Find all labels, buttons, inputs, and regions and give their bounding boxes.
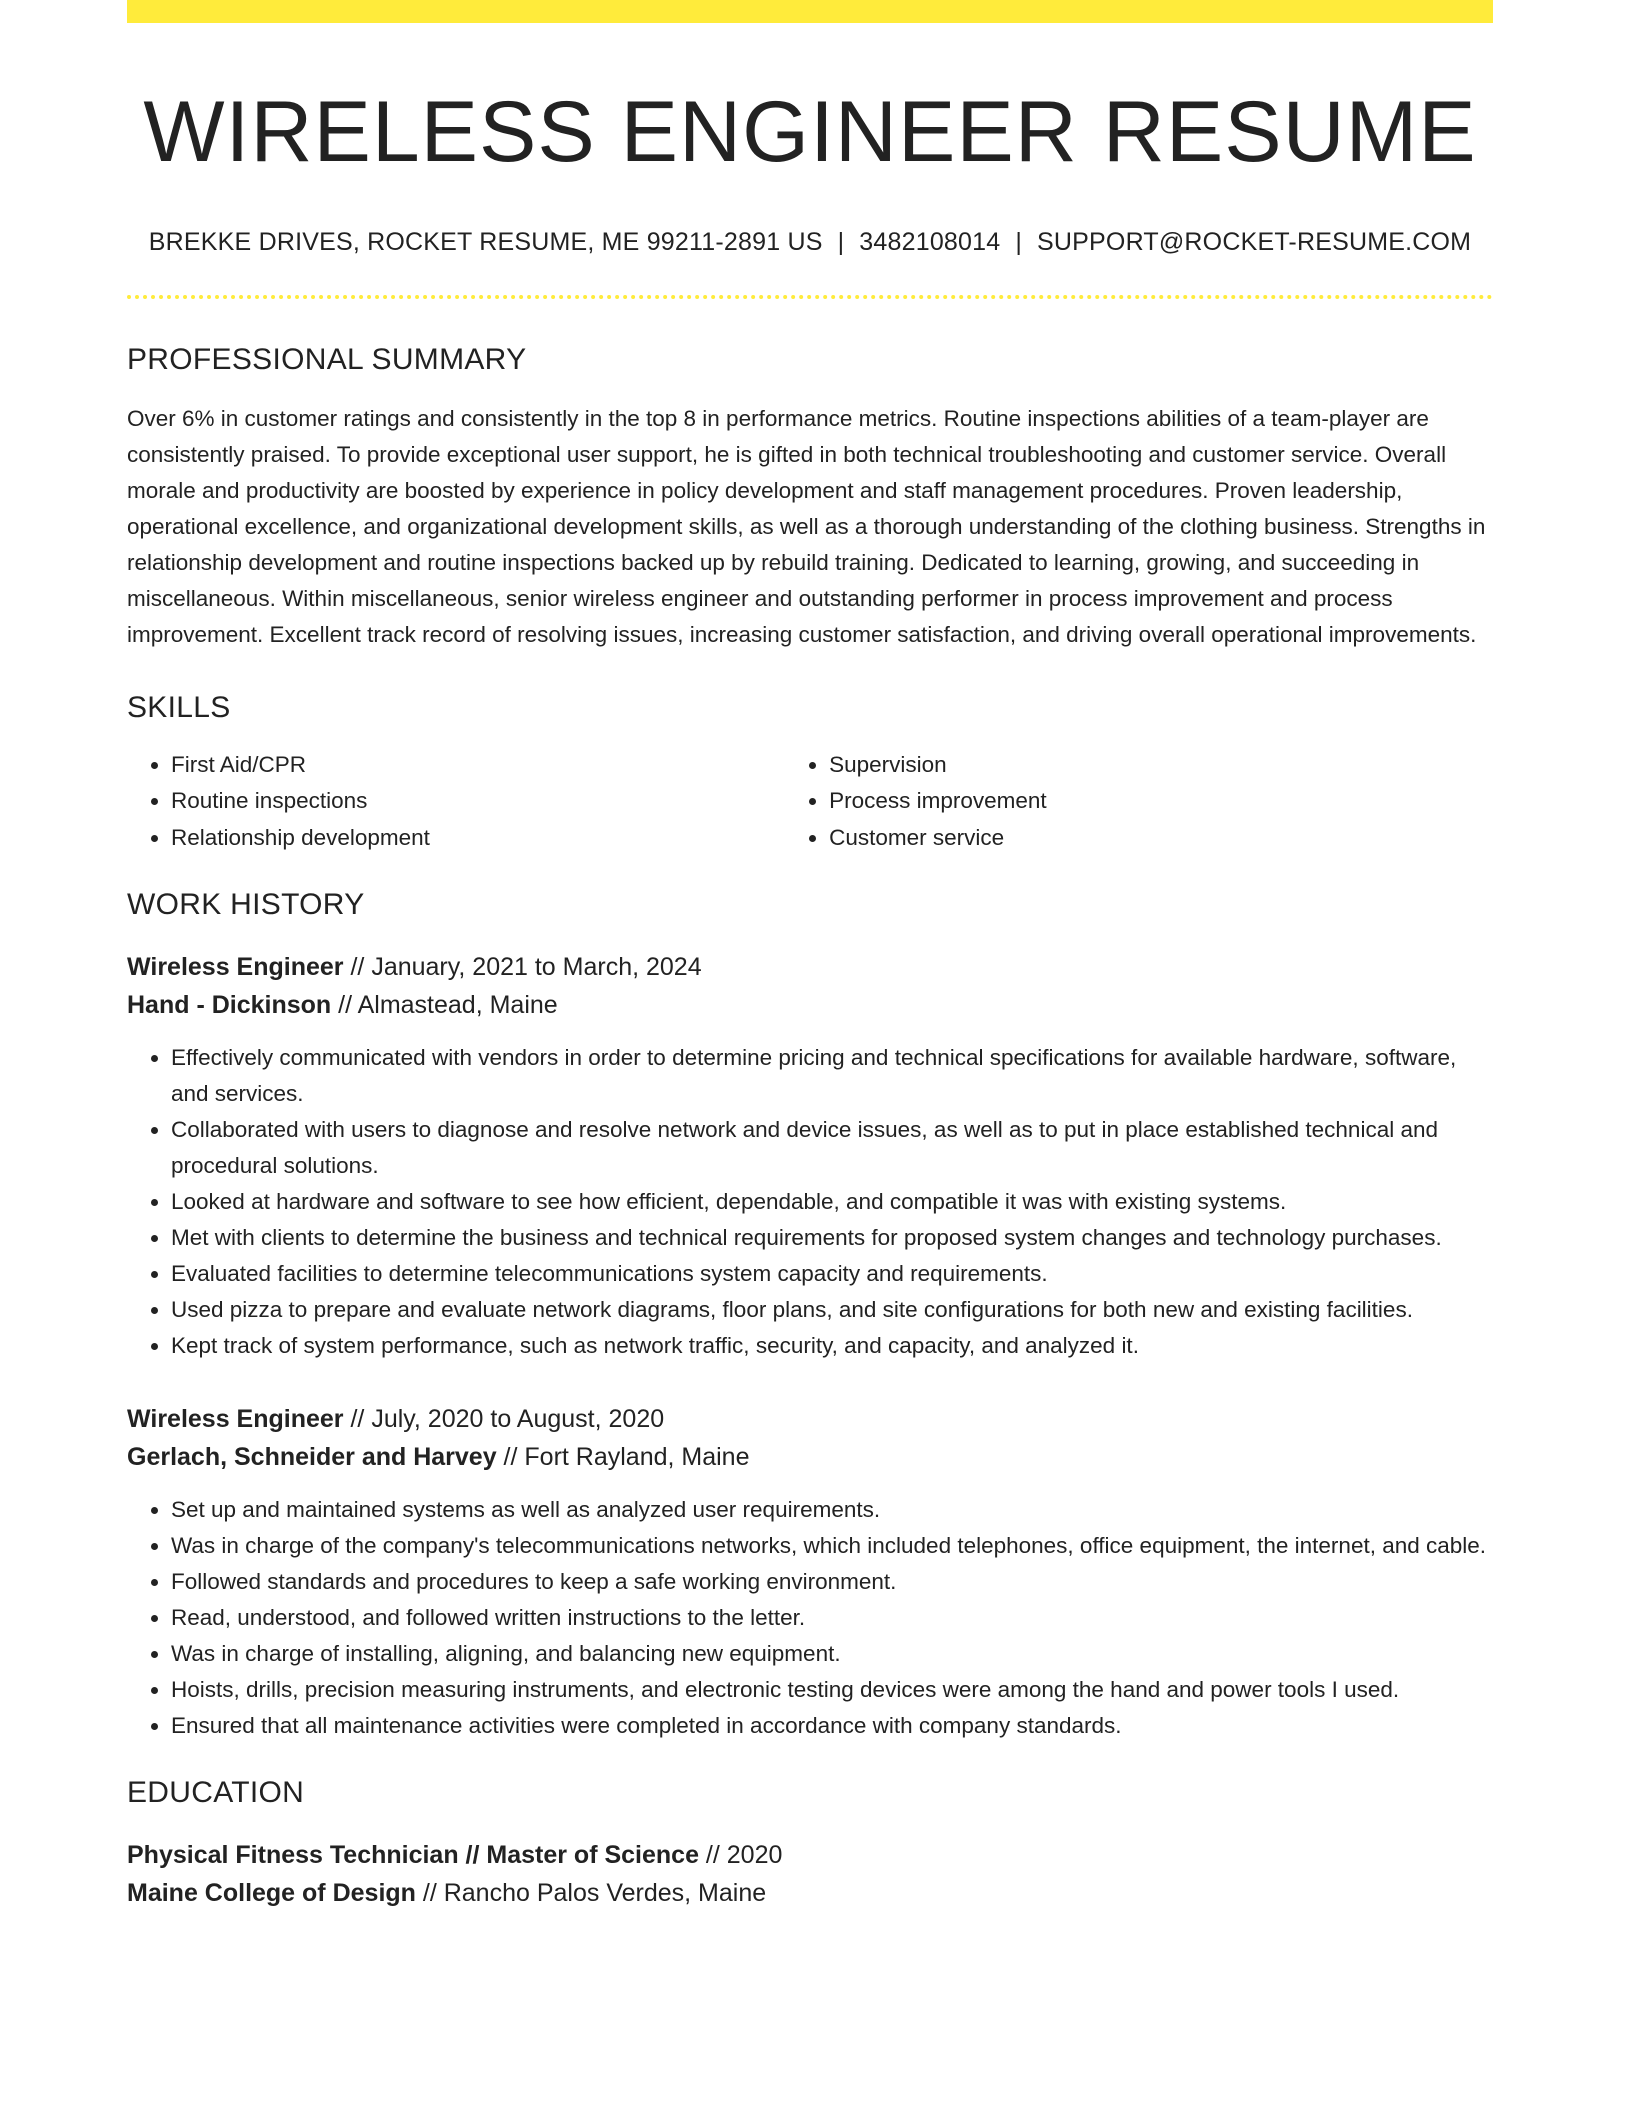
- accent-top-bar: [127, 0, 1493, 23]
- duty-item: • Evaluated facilities to determine telecommunications system capacity and requirements.: [171, 1256, 1493, 1292]
- degree: Physical Fitness Technician // Master of Science: [127, 1841, 699, 1870]
- education-entry: [127, 1836, 1493, 1912]
- section-heading-education: EDUCATION: [127, 1776, 305, 1810]
- job-title: Wireless Engineer: [127, 1405, 344, 1434]
- job-title: Wireless Engineer: [127, 953, 344, 982]
- skills-column-right: [785, 747, 1493, 857]
- job-company-line: [127, 986, 1493, 1024]
- section-heading-summary: PROFESSIONAL SUMMARY: [127, 342, 527, 376]
- email-address: SUPPORT@ROCKET-RESUME.COM: [1037, 227, 1472, 256]
- school-location: // Rancho Palos Verdes, Maine: [415, 1879, 767, 1908]
- skills-column-left: [127, 747, 785, 857]
- job-title-line: [127, 948, 1493, 986]
- job-company: Hand - Dickinson: [127, 991, 332, 1020]
- phone-number: 3482108014: [859, 227, 1001, 256]
- resume-page: [127, 0, 1493, 1912]
- job-location: // Fort Rayland, Maine: [496, 1443, 750, 1472]
- duty-item: • Met with clients to determine the business and technical requirements for proposed system changes and technology purchases.: [171, 1220, 1493, 1256]
- dotted-divider: [127, 295, 1493, 299]
- contact-separator: |: [837, 227, 845, 256]
- job-company-line: [127, 1438, 1493, 1476]
- duty-item: • Followed standards and procedures to keep a safe working environment.: [171, 1564, 1493, 1600]
- skill-item: • Customer service: [829, 820, 1493, 857]
- graduation-year: // 2020: [698, 1841, 783, 1870]
- resume-title: WIRELESS ENGINEER RESUME: [143, 84, 1477, 180]
- contact-separator: |: [1015, 227, 1023, 256]
- school-name: Maine College of Design: [127, 1879, 416, 1908]
- duty-item: • Was in charge of installing, aligning, and balancing new equipment.: [171, 1636, 1493, 1672]
- skill-item: • Process improvement: [829, 783, 1493, 820]
- duty-item: • Ensured that all maintenance activities were completed in accordance with company standards.: [171, 1708, 1493, 1744]
- skill-item: • First Aid/CPR: [171, 747, 785, 784]
- job-company: Gerlach, Schneider and Harvey: [127, 1443, 497, 1472]
- duty-item: • Read, understood, and followed written instructions to the letter.: [171, 1600, 1493, 1636]
- section-heading-skills: SKILLS: [127, 690, 231, 724]
- duty-item: • Looked at hardware and software to see how efficient, dependable, and compatible it was with existing systems.: [171, 1184, 1493, 1220]
- duty-item: • Kept track of system performance, such as network traffic, security, and capacity, and analyzed it.: [171, 1328, 1493, 1364]
- job-duties-list: [127, 1492, 1493, 1744]
- duty-item: • Hoists, drills, precision measuring instruments, and electronic testing devices were among the hand and power tools I used.: [171, 1672, 1493, 1708]
- job-header: [127, 1400, 1493, 1476]
- duty-item: • Set up and maintained systems as well as analyzed user requirements.: [171, 1492, 1493, 1528]
- address: BREKKE DRIVES, ROCKET RESUME, ME 99211-2891 US: [148, 227, 823, 256]
- contact-line: [127, 228, 1493, 257]
- duty-item: • Collaborated with users to diagnose and resolve network and device issues, as well as to put in place established technical and procedural solutions.: [171, 1112, 1493, 1184]
- section-heading-work-history: WORK HISTORY: [127, 888, 365, 922]
- skill-item: • Relationship development: [171, 820, 785, 857]
- job-title-line: [127, 1400, 1493, 1438]
- school-line: [127, 1874, 1493, 1912]
- job-dates: // January, 2021 to March, 2024: [343, 953, 702, 982]
- job-duties-list: [127, 1040, 1493, 1364]
- job-dates: // July, 2020 to August, 2020: [343, 1405, 665, 1434]
- duty-item: • Effectively communicated with vendors in order to determine pricing and technical specifications for available hardware, software, and services.: [171, 1040, 1493, 1112]
- skills-list: [127, 747, 1493, 857]
- job-header: [127, 948, 1493, 1024]
- summary-text: Over 6% in customer ratings and consistently in the top 8 in performance metrics. Routine inspections abilities of a team-player are consistently praised. To provide exceptional user support, he is gifted in both technical troubleshooting and customer service. Overall morale and productivity are boosted by experience in policy development and staff management procedures. Proven leadership, operational excellence, and organizational development skills, as well as a thorough understanding of the clothing business. Strengths in relationship development and routine inspections backed up by rebuild training. Dedicated to learning, growing, and succeeding in miscellaneous. Within miscellaneous, senior wireless engineer and outstanding performer in process improvement and process improvement. Excellent track record of resolving issues, increasing customer satisfaction, and driving overall operational improvements.: [127, 405, 1486, 647]
- skill-item: • Supervision: [829, 747, 1493, 784]
- job-location: // Almastead, Maine: [331, 991, 558, 1020]
- duty-item: • Was in charge of the company's telecommunications networks, which included telephones, office equipment, the internet, and cable.: [171, 1528, 1493, 1564]
- degree-line: [127, 1836, 1493, 1874]
- skill-item: • Routine inspections: [171, 783, 785, 820]
- duty-item: • Used pizza to prepare and evaluate network diagrams, floor plans, and site configurations for both new and existing facilities.: [171, 1292, 1493, 1328]
